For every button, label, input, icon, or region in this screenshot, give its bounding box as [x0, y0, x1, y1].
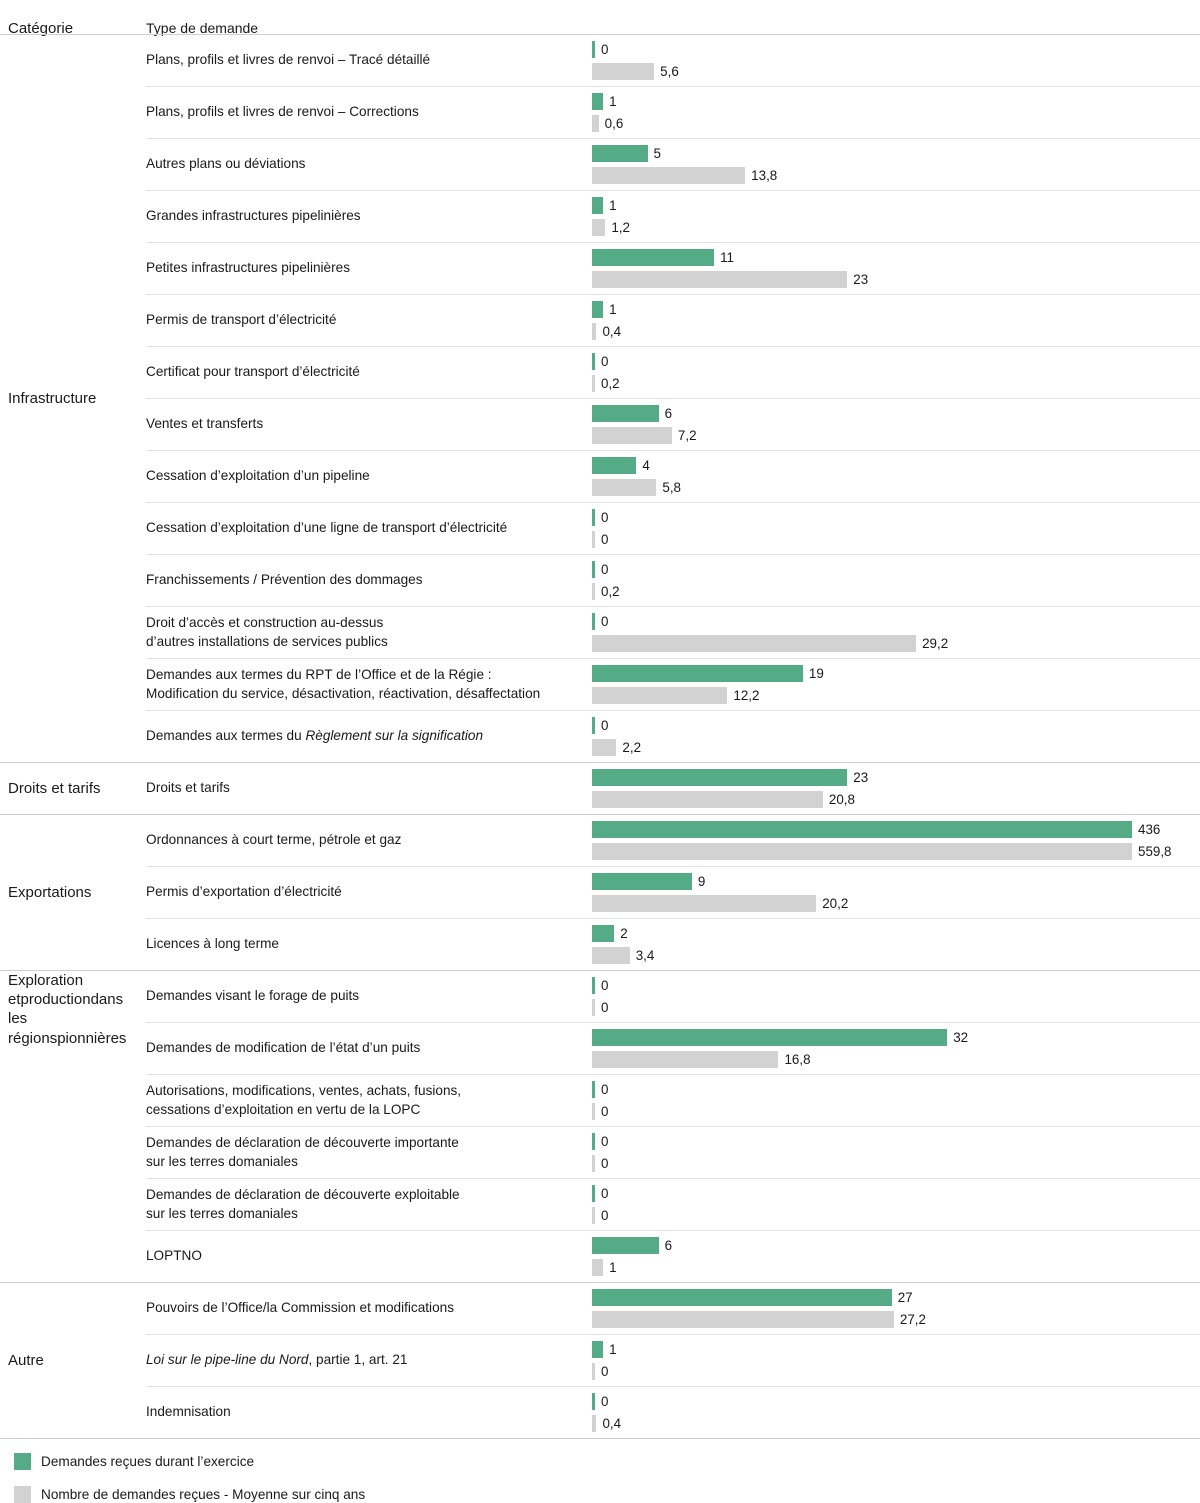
row-label: Droit d’accès et construction au-dessus d’autres installations de services publics	[146, 614, 388, 649]
row-label: Ventes et transferts	[146, 416, 264, 432]
chart-row	[146, 606, 1200, 658]
bar-average-line	[592, 1103, 1200, 1120]
bar-current-line	[592, 457, 1200, 474]
bar-current-line	[592, 1185, 1200, 1202]
category-label: Exportations	[8, 883, 92, 901]
chart-row	[146, 1022, 1200, 1074]
row-label: Plans, profils et livres de renvoi – Tracé détaillé	[146, 52, 431, 68]
bar-average	[592, 219, 605, 236]
bar-current-line	[592, 561, 1200, 578]
bar-current	[592, 197, 603, 214]
bar-current	[592, 1237, 659, 1254]
bar-average-line	[592, 1259, 1200, 1276]
chart-row	[146, 1230, 1200, 1282]
row-bars	[592, 971, 1200, 1022]
bar-average-line	[592, 219, 1200, 236]
row-label: Demandes aux termes du RPT de l’Office et de la Régie : Modification du service, désactivation, réactivation, désaffectation	[146, 666, 541, 701]
bar-current-value: 0	[601, 613, 609, 629]
chart-row	[146, 35, 1200, 86]
legend-item	[14, 1486, 1200, 1503]
bar-average-value: 0	[601, 1207, 609, 1223]
bar-average-line	[592, 843, 1200, 860]
category-label: Exploration etproductiondans les régionspionnières	[8, 972, 127, 1047]
category-block	[0, 970, 1200, 1282]
bar-average-value: 5,6	[660, 63, 679, 79]
bar-average-line	[592, 323, 1200, 340]
bar-average-value: 20,8	[828, 791, 855, 807]
bar-average-value: 0,2	[601, 583, 620, 599]
bar-current	[592, 509, 595, 526]
row-label: Permis de transport d’électricité	[146, 312, 337, 328]
chart-row	[146, 918, 1200, 970]
row-label: Licences à long terme	[146, 936, 279, 952]
row-bars	[592, 503, 1200, 554]
bar-current-value: 5	[653, 145, 661, 161]
bar-average-line	[592, 1207, 1200, 1224]
category-inner	[0, 971, 1200, 1282]
bar-average-value: 27,2	[899, 1311, 926, 1327]
row-bars	[592, 295, 1200, 346]
category-rows	[146, 971, 1200, 1282]
bar-average-value: 2,2	[622, 739, 642, 755]
row-bars	[592, 711, 1200, 762]
bar-current-value: 2	[620, 925, 628, 941]
bar-average	[592, 115, 599, 132]
bar-current-line	[592, 1081, 1200, 1098]
bar-average-line	[592, 687, 1200, 704]
bar-current-value: 0	[601, 717, 609, 733]
bar-current	[592, 821, 1132, 838]
bar-average-line	[592, 115, 1200, 132]
chart-row	[146, 190, 1200, 242]
chart-row	[146, 554, 1200, 606]
bar-average	[592, 947, 630, 964]
bar-current-value: 0	[601, 977, 609, 993]
category-inner	[0, 815, 1200, 970]
bar-current-value: 1	[609, 301, 617, 317]
bar-average	[592, 999, 595, 1016]
chart-row	[146, 346, 1200, 398]
bar-average	[592, 1051, 778, 1068]
category-rows	[146, 763, 1200, 814]
bar-current-value: 1	[609, 93, 617, 109]
row-label: Demandes de modification de l’état d’un puits	[146, 1040, 421, 1056]
bar-current-value: 11	[720, 249, 734, 265]
column-header-type: Type de demande	[146, 20, 259, 36]
bar-current	[592, 925, 614, 942]
bar-current	[592, 301, 603, 318]
legend-label: Demandes reçues durant l’exercice	[41, 1454, 255, 1469]
row-bars	[592, 191, 1200, 242]
row-label: Plans, profils et livres de renvoi – Corrections	[146, 104, 419, 120]
bar-current-value: 0	[601, 1185, 609, 1201]
chart-row	[146, 502, 1200, 554]
row-bars	[592, 607, 1200, 658]
bar-average	[592, 167, 745, 184]
bar-average-value: 0,4	[602, 1415, 622, 1431]
bar-current	[592, 41, 595, 58]
bar-current	[592, 1289, 892, 1306]
bar-average-value: 0	[601, 999, 609, 1015]
bar-average-line	[592, 1415, 1200, 1432]
bar-average-line	[592, 999, 1200, 1016]
bar-current-line	[592, 1133, 1200, 1150]
bar-average	[592, 479, 656, 496]
bar-average-value: 20,2	[822, 895, 849, 911]
chart-row	[146, 1283, 1200, 1334]
category-inner	[0, 35, 1200, 762]
row-label: Demandes de déclaration de découverte exploitable sur les terres domaniales	[146, 1186, 460, 1221]
bar-average-value: 23	[853, 271, 869, 287]
bar-current-value: 1	[609, 197, 617, 213]
row-label: Permis d’exportation d’électricité	[146, 884, 342, 900]
bar-average-line	[592, 739, 1200, 756]
bar-current-line	[592, 509, 1200, 526]
bar-current-value: 27	[897, 1289, 913, 1305]
bar-current-value: 0	[601, 509, 609, 525]
chart-row	[146, 294, 1200, 346]
bar-current-line	[592, 353, 1200, 370]
bar-average-value: 0	[601, 1363, 609, 1379]
chart-row	[146, 866, 1200, 918]
row-label: Indemnisation	[146, 1404, 231, 1420]
chart-row	[146, 1334, 1200, 1386]
bar-current-line	[592, 1237, 1200, 1254]
chart-row	[146, 763, 1200, 814]
row-bars	[592, 1231, 1200, 1282]
bar-average-value: 3,4	[635, 947, 655, 963]
bar-average	[592, 687, 727, 704]
bar-average	[592, 843, 1132, 860]
chart-legend	[0, 1438, 1200, 1503]
bar-current-value: 0	[601, 1133, 609, 1149]
bar-current-line	[592, 249, 1200, 266]
bar-average-value: 0,2	[601, 375, 620, 391]
bar-current-value: 9	[697, 873, 706, 889]
row-label: Grandes infrastructures pipelinières	[146, 208, 361, 224]
bar-average	[592, 323, 596, 340]
category-rows	[146, 1283, 1200, 1438]
bar-current	[592, 1393, 595, 1410]
bar-current-value: 19	[808, 665, 824, 681]
bar-current	[592, 1133, 595, 1150]
bar-current	[592, 665, 803, 682]
bar-average-value: 16,8	[784, 1051, 811, 1067]
bar-average	[592, 1155, 595, 1172]
bar-current-line	[592, 405, 1200, 422]
bar-average-line	[592, 895, 1200, 912]
bar-average	[592, 1415, 596, 1432]
category-label: Droits et tarifs	[8, 779, 101, 797]
bar-average-line	[592, 1051, 1200, 1068]
bar-average	[592, 427, 672, 444]
chart-row	[146, 86, 1200, 138]
row-label: Demandes de déclaration de découverte importante sur les terres domaniales	[146, 1134, 459, 1169]
row-bars	[592, 1335, 1200, 1386]
bar-current-line	[592, 1029, 1200, 1046]
bar-average-value: 5,8	[662, 479, 681, 495]
bar-current-line	[592, 93, 1200, 110]
bar-average	[592, 271, 847, 288]
bar-current-line	[592, 977, 1200, 994]
chart-row	[146, 710, 1200, 762]
bar-current	[592, 561, 595, 578]
legend-swatch-icon	[14, 1486, 31, 1503]
bar-current	[592, 613, 595, 630]
row-label: Petites infrastructures pipelinières	[146, 260, 350, 276]
bar-current	[592, 145, 648, 162]
bar-current	[592, 405, 659, 422]
bar-current	[592, 457, 636, 474]
category-inner	[0, 763, 1200, 814]
chart-row	[146, 971, 1200, 1022]
bar-current-value: 32	[953, 1029, 969, 1045]
bar-average	[592, 583, 595, 600]
row-label: Pouvoirs de l’Office/la Commission et modifications	[146, 1300, 454, 1316]
row-bars	[592, 1023, 1200, 1074]
bar-current-value: 436	[1138, 821, 1161, 837]
bar-current-line	[592, 1393, 1200, 1410]
row-bars	[592, 451, 1200, 502]
bar-average-line	[592, 1311, 1200, 1328]
bar-average	[592, 1103, 595, 1120]
chart-row	[146, 658, 1200, 710]
row-bars	[592, 1075, 1200, 1126]
row-label: Demandes aux termes du Règlement sur la signification	[146, 728, 483, 744]
row-label: Cessation d’exploitation d’un pipeline	[146, 468, 370, 484]
row-bars	[592, 555, 1200, 606]
bar-average	[592, 1259, 603, 1276]
chart-row	[146, 138, 1200, 190]
bar-current-value: 0	[601, 353, 609, 369]
bar-average	[592, 1363, 595, 1380]
bar-average	[592, 63, 654, 80]
row-bars	[592, 1179, 1200, 1230]
bar-current	[592, 769, 847, 786]
bar-current	[592, 717, 595, 734]
bar-average	[592, 1207, 595, 1224]
bar-average-value: 13,8	[751, 167, 778, 183]
chart-row	[146, 1126, 1200, 1178]
bar-current-value: 6	[664, 405, 673, 421]
row-bars	[592, 139, 1200, 190]
bar-average-line	[592, 375, 1200, 392]
bar-current-line	[592, 769, 1200, 786]
bar-average-line	[592, 635, 1200, 652]
category-block	[0, 814, 1200, 970]
bar-average-value: 1	[609, 1259, 617, 1275]
row-bars	[592, 1387, 1200, 1438]
category-rows	[146, 815, 1200, 970]
bar-average-line	[592, 947, 1200, 964]
bar-average-line	[592, 427, 1200, 444]
bar-current-value: 0	[601, 1393, 609, 1409]
bar-average-value: 559,8	[1138, 843, 1172, 859]
bar-current	[592, 353, 595, 370]
bar-average-value: 0	[601, 1155, 609, 1171]
chart-row	[146, 398, 1200, 450]
bar-current-line	[592, 873, 1200, 890]
row-bars	[592, 659, 1200, 710]
bar-current-value: 0	[601, 561, 609, 577]
bar-current-line	[592, 925, 1200, 942]
row-label: Cessation d’exploitation d’une ligne de transport d’électricité	[146, 520, 508, 536]
category-block	[0, 762, 1200, 814]
category-rows	[146, 35, 1200, 762]
bar-current-line	[592, 665, 1200, 682]
bar-average	[592, 1311, 894, 1328]
bar-average-value: 1,2	[611, 219, 630, 235]
row-label: Demandes visant le forage de puits	[146, 988, 360, 1004]
row-label: LOPTNO	[146, 1248, 202, 1264]
bar-current-line	[592, 821, 1200, 838]
bar-average-line	[592, 167, 1200, 184]
category-label: Infrastructure	[8, 389, 97, 407]
row-bars	[592, 347, 1200, 398]
bar-average-line	[592, 1155, 1200, 1172]
row-label: Autres plans ou déviations	[146, 156, 306, 172]
bar-current-value: 0	[601, 1081, 609, 1097]
bar-current-value: 4	[642, 457, 650, 473]
bar-current	[592, 1185, 595, 1202]
row-label: Autorisations, modifications, ventes, achats, fusions, cessations d’exploitation en vertu de la LOPC	[146, 1082, 462, 1117]
row-label: Certificat pour transport d’électricité	[146, 364, 360, 380]
bar-current	[592, 1029, 947, 1046]
bar-average-line	[592, 531, 1200, 548]
bar-current	[592, 1341, 603, 1358]
bar-average	[592, 375, 595, 392]
bar-current	[592, 977, 595, 994]
chart-row	[146, 1074, 1200, 1126]
bar-average	[592, 739, 616, 756]
row-label: Loi sur le pipe-line du Nord, partie 1, art. 21	[146, 1352, 408, 1368]
row-bars	[592, 867, 1200, 918]
row-label: Ordonnances à court terme, pétrole et gaz	[146, 832, 402, 848]
bar-current-line	[592, 145, 1200, 162]
bar-average-value: 0	[601, 531, 609, 547]
bar-average-line	[592, 1363, 1200, 1380]
bar-average-line	[592, 271, 1200, 288]
chart-row	[146, 242, 1200, 294]
bar-average-value: 29,2	[922, 635, 949, 651]
category-label: Autre	[8, 1351, 44, 1369]
category-block	[0, 34, 1200, 762]
category-block	[0, 1282, 1200, 1438]
bar-current-value: 0	[601, 41, 609, 57]
bar-average-line	[592, 583, 1200, 600]
row-bars	[592, 87, 1200, 138]
row-bars	[592, 763, 1200, 814]
row-bars	[592, 1283, 1200, 1334]
chart-row	[146, 450, 1200, 502]
bar-average-value: 7,2	[677, 427, 697, 443]
column-header-category: Catégorie	[8, 20, 74, 37]
legend-swatch-icon	[14, 1453, 31, 1470]
chart-row	[146, 1386, 1200, 1438]
row-label: Franchissements / Prévention des dommages	[146, 572, 423, 588]
bar-current	[592, 1081, 595, 1098]
bar-average	[592, 635, 916, 652]
bar-average	[592, 531, 595, 548]
bar-average-line	[592, 63, 1200, 80]
legend-item	[14, 1453, 1200, 1470]
bar-current	[592, 93, 603, 110]
row-bars	[592, 1127, 1200, 1178]
bar-current	[592, 249, 714, 266]
bar-current-line	[592, 41, 1200, 58]
bar-average-value: 0,4	[602, 323, 622, 339]
chart-row	[146, 1178, 1200, 1230]
row-bars	[592, 815, 1200, 866]
row-bars	[592, 35, 1200, 86]
legend-label: Nombre de demandes reçues - Moyenne sur cinq ans	[41, 1487, 366, 1502]
bar-current-value: 1	[609, 1341, 617, 1357]
bar-current-line	[592, 717, 1200, 734]
bar-current	[592, 873, 692, 890]
chart-row	[146, 815, 1200, 866]
bar-average-value: 12,2	[733, 687, 760, 703]
bar-average	[592, 895, 816, 912]
bar-average-value: 0,6	[604, 115, 624, 131]
row-bars	[592, 399, 1200, 450]
row-label: Droits et tarifs	[146, 780, 230, 796]
bar-average-line	[592, 791, 1200, 808]
bar-current-value: 23	[853, 769, 869, 785]
bar-current-line	[592, 1289, 1200, 1306]
bar-current-line	[592, 301, 1200, 318]
bar-current-value: 6	[664, 1237, 673, 1253]
bar-current-line	[592, 613, 1200, 630]
bar-average	[592, 791, 823, 808]
bar-current-line	[592, 197, 1200, 214]
bar-current-line	[592, 1341, 1200, 1358]
category-inner	[0, 1283, 1200, 1438]
table-header	[0, 0, 1200, 37]
bar-average-line	[592, 479, 1200, 496]
grouped-bar-chart	[0, 34, 1200, 1438]
row-bars	[592, 243, 1200, 294]
bar-average-value: 0	[601, 1103, 609, 1119]
row-bars	[592, 919, 1200, 970]
